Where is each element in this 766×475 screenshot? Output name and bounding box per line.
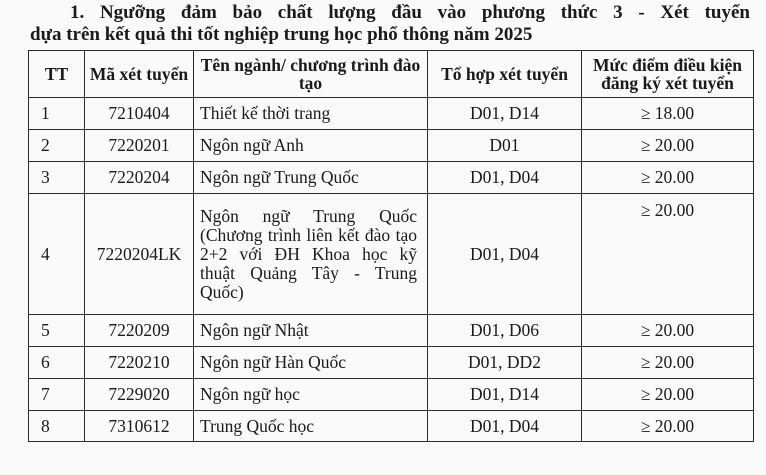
cell-code: 7310612 <box>85 411 194 442</box>
cell-subject-combination: D01, DD2 <box>428 347 582 379</box>
heading-line-1: 1. Ngưỡng đảm bảo chất lượng đầu vào phương thức 3 - Xét tuyển <box>70 2 750 23</box>
cell-subject-combination: D01, D14 <box>428 98 582 130</box>
cell-code: 7210404 <box>85 98 194 130</box>
cell-code: 7220209 <box>85 315 194 347</box>
cell-minimum-score: ≥ 20.00 <box>582 315 754 347</box>
cell-minimum-score: ≥ 20.00 <box>582 194 754 315</box>
heading-line-2: dựa trên kết quả thi tốt nghiệp trung học phổ thông năm 2025 <box>30 24 533 45</box>
cell-tt: 2 <box>29 130 85 162</box>
header-program-name: Tên ngành/ chương trình đào tạo <box>194 51 428 98</box>
cell-tt: 3 <box>29 162 85 194</box>
cell-subject-combination: D01, D06 <box>428 315 582 347</box>
table-row <box>29 194 754 315</box>
header-minimum-score: Mức điểm điều kiện đăng ký xét tuyển <box>582 51 754 98</box>
admission-threshold-table <box>28 50 754 442</box>
cell-tt: 7 <box>29 379 85 411</box>
table-row <box>29 411 754 442</box>
cell-minimum-score: ≥ 20.00 <box>582 347 754 379</box>
cell-subject-combination: D01, D04 <box>428 411 582 442</box>
cell-minimum-score: ≥ 20.00 <box>582 130 754 162</box>
table-row <box>29 162 754 194</box>
program-name-text: Ngôn ngữ Trung Quốc (Chương trình liên kết đào tạo 2+2 với ĐH Khoa học kỹ thuật Quảng Tây - Trung Quốc) <box>200 205 417 302</box>
cell-program-name: Ngôn ngữ Trung Quốc <box>194 162 428 194</box>
cell-code: 7220201 <box>85 130 194 162</box>
cell-subject-combination: D01 <box>428 130 582 162</box>
cell-tt: 4 <box>29 194 85 315</box>
cell-program-name: Ngôn ngữ Nhật <box>194 315 428 347</box>
table-row <box>29 130 754 162</box>
table-row <box>29 315 754 347</box>
cell-subject-combination: D01, D04 <box>428 194 582 315</box>
table-row <box>29 98 754 130</box>
table-row <box>29 379 754 411</box>
cell-program-name: Ngôn ngữ Anh <box>194 130 428 162</box>
cell-subject-combination: D01, D04 <box>428 162 582 194</box>
cell-tt: 6 <box>29 347 85 379</box>
section-heading <box>30 2 750 46</box>
cell-program-name: Trung Quốc học <box>194 411 428 442</box>
cell-tt: 5 <box>29 315 85 347</box>
cell-program-name: Thiết kế thời trang <box>194 98 428 130</box>
cell-tt: 1 <box>29 98 85 130</box>
header-subject-combination: Tổ hợp xét tuyển <box>428 51 582 98</box>
cell-program-name: Ngôn ngữ Hàn Quốc <box>194 347 428 379</box>
cell-minimum-score: ≥ 18.00 <box>582 98 754 130</box>
cell-program-name <box>194 194 428 315</box>
cell-code: 7220204LK <box>85 194 194 315</box>
cell-subject-combination: D01, D14 <box>428 379 582 411</box>
cell-code: 7220204 <box>85 162 194 194</box>
cell-tt: 8 <box>29 411 85 442</box>
cell-minimum-score: ≥ 20.00 <box>582 411 754 442</box>
cell-program-name: Ngôn ngữ học <box>194 379 428 411</box>
table-row <box>29 347 754 379</box>
cell-code: 7220210 <box>85 347 194 379</box>
cell-minimum-score: ≥ 20.00 <box>582 379 754 411</box>
cell-minimum-score: ≥ 20.00 <box>582 162 754 194</box>
header-code: Mã xét tuyển <box>85 51 194 98</box>
table-header-row <box>29 51 754 98</box>
cell-code: 7229020 <box>85 379 194 411</box>
header-tt: TT <box>29 51 85 98</box>
